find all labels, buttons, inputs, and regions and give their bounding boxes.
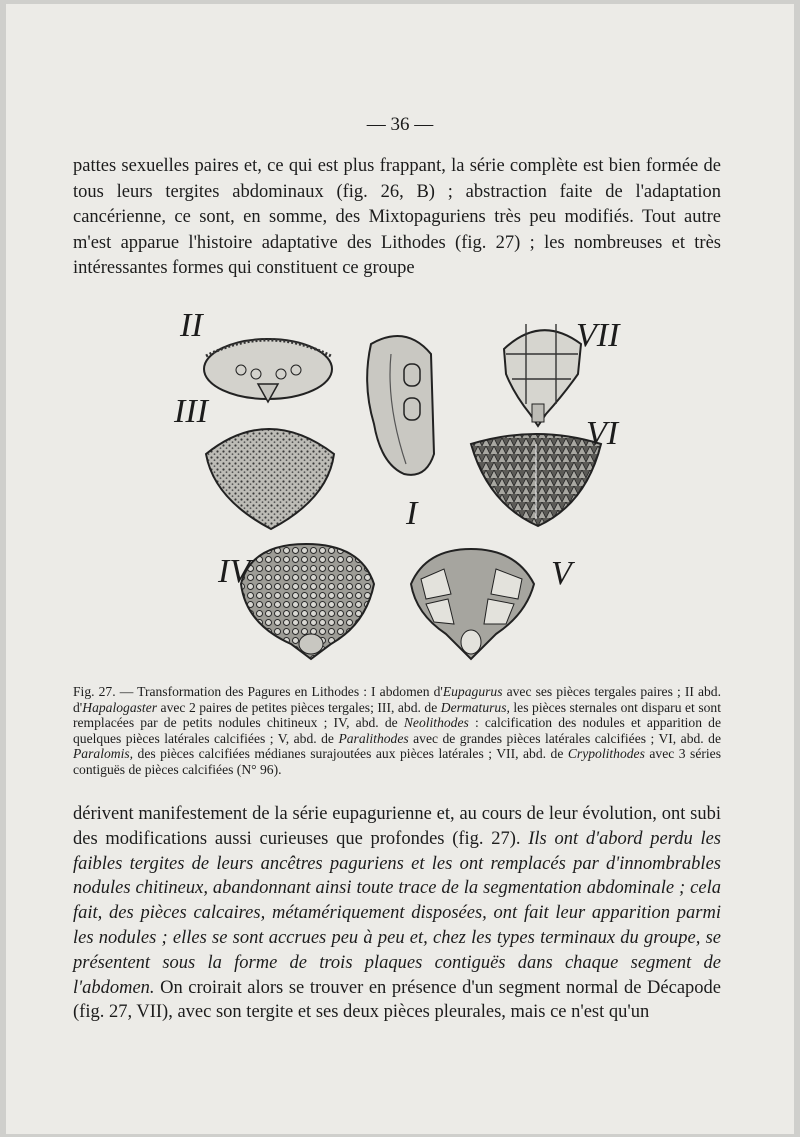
label-II: II xyxy=(180,307,203,344)
page-number: — 36 — xyxy=(366,114,434,135)
genus-dermaturus: Dermaturus, xyxy=(440,699,510,715)
paragraph-bottom-text-2: On croirait alors se trouver en présence d'un segment normal de Décapode (fig. 27, VII), avec son tergite et ses deux pièces pleurales, mais ce n'est qu'un xyxy=(73,977,721,1023)
paragraph-top: pattes sexuelles paires et, ce qui est plus frappant, la série complète est bien formée de tous leurs tergites abdominaux (fig. 26, B) ; abstraction faite de l'adaptation cancérienne, ce sont, en somme, des Mixtopaguriens très peu modifiés. Tout autre m'est apparue l'histoire adaptative des Lithodes (fig. 27) ; les nombreuses et très intéressantes formes qui constituent ce groupe xyxy=(73,156,721,279)
paragraph-bottom xyxy=(73,802,721,1025)
abdomen-VII-crypolithodes xyxy=(504,324,581,426)
caption-text-4: : calcification des nodules et apparition de quelques pièces latérales calcifiées ; V, abd. de xyxy=(73,715,722,746)
label-IV: IV xyxy=(218,553,251,590)
caption-text-5: avec de grandes pièces latérales calcifiées ; VI, abd. de xyxy=(408,730,721,746)
caption-text-2: avec 2 paires de petites pièces tergales; III, abd. de xyxy=(157,699,441,715)
paragraph-bottom-text-1: dérivent manifestement de la série eupagurienne et, au cours de leur évolution, ont subi des modifications aussi curieuses que profondes (fig. 27). xyxy=(73,804,721,849)
genus-hapalogaster: Hapalogaster xyxy=(82,699,158,715)
label-I: I xyxy=(406,495,418,532)
caption-lead: Fig. 27. — Transformation des Pagures en Lithodes : I abdomen d' xyxy=(73,684,443,699)
abdomen-IV-neolithodes xyxy=(241,544,374,659)
label-VI: VI xyxy=(586,415,619,452)
figure-caption xyxy=(73,684,721,778)
figure-illustration xyxy=(66,294,726,674)
genus-paralomis: Paralomis, xyxy=(73,746,134,762)
caption-text-7: avec 3 séries contiguës de pièces calcifiées (N° 96). xyxy=(73,746,721,777)
abdomen-III-dermaturus xyxy=(206,429,334,529)
abdomen-V-paralithodes xyxy=(411,549,534,659)
abdomen-II-hapalogaster xyxy=(204,339,332,402)
caption-text-6: des pièces calcifiées médianes surajoutées aux pièces latérales ; VII, abd. de xyxy=(133,746,568,762)
figure-27 xyxy=(66,294,726,674)
paragraph-bottom-italic: Ils ont d'abord perdu les faibles tergites de leurs ancêtres paguriens et les ont remplacés par d'innombrables nodules chitineux, abandonnant ainsi toute trace de la segmentation abdominale ; cela fait, des pièces calcaires, métamériquement disposées, ont fait leur apparition parmi les nodules ; elles se sont accrues peu à peu et, chez les types terminaux du groupe, se présentent sous la forme de trois plaques contiguës dans chaque segment de l'abdomen. xyxy=(73,828,721,998)
abdomen-VI-paralomis xyxy=(471,434,601,526)
label-III: III xyxy=(174,393,208,430)
page xyxy=(6,4,794,1134)
genus-neolithodes: Neolithodes xyxy=(403,715,469,731)
genus-eupagurus: Eupagurus xyxy=(442,684,503,699)
label-V: V xyxy=(551,555,572,592)
caption-text-3: les pièces sternales ont disparu et sont remplacées par de petits nodules chitineux ; IV, abd. de xyxy=(73,699,721,731)
caption-text-1: avec ses pièces tergales paires ; II abd. d' xyxy=(73,684,721,715)
abdomen-I-eupagurus xyxy=(367,336,434,475)
genus-crypolithodes: Crypolithodes xyxy=(567,746,645,762)
genus-paralithodes: Paralithodes xyxy=(338,730,409,746)
label-VII: VII xyxy=(576,317,620,354)
